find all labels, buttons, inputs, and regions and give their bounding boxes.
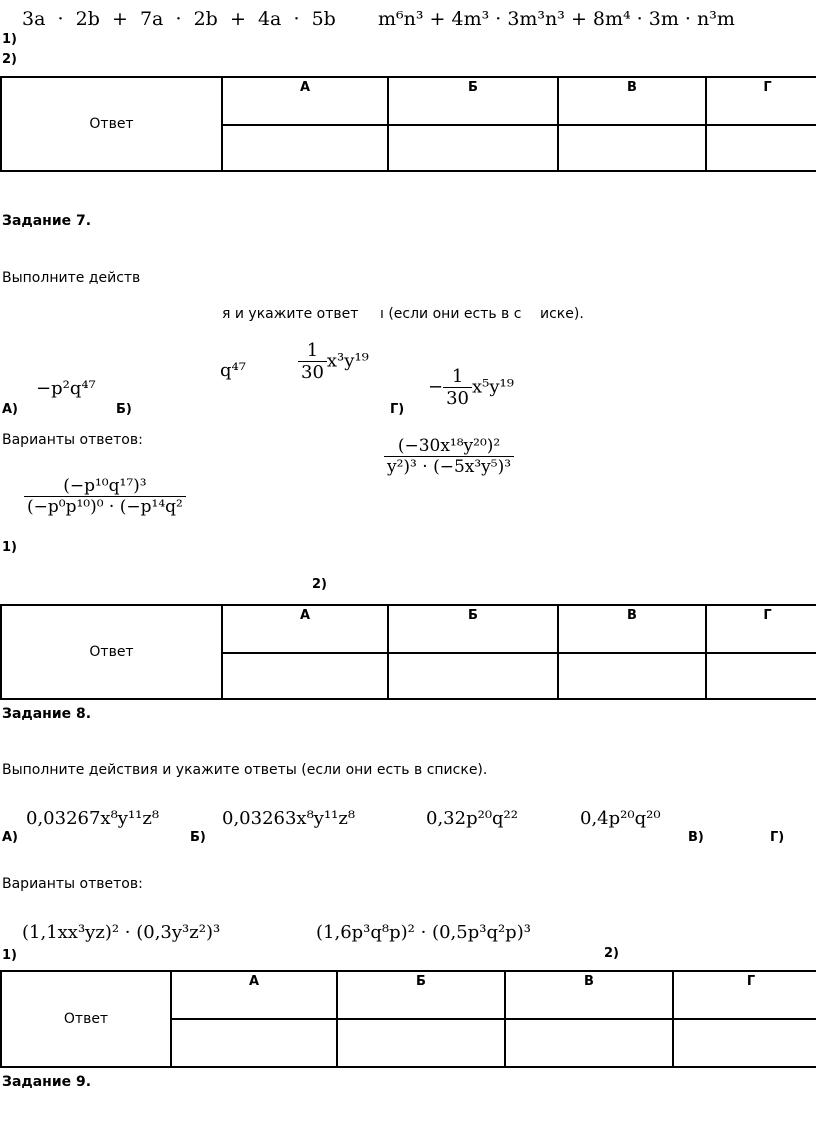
answer-label: Ответ bbox=[1, 605, 222, 699]
header-a: А bbox=[222, 605, 388, 653]
task-7-label-g: Г) bbox=[390, 402, 405, 417]
answer-cell-a[interactable] bbox=[171, 1019, 337, 1067]
task-7-option-b: q⁴⁷ bbox=[220, 360, 246, 381]
task-8-title: Задание 8. bbox=[2, 706, 92, 722]
task-8-instruction: Выполните действия и укажите ответы (если они есть в списке). bbox=[2, 762, 488, 778]
header-b: Б bbox=[388, 77, 558, 125]
answer-cell-a[interactable] bbox=[222, 653, 388, 699]
task-8-label-b: Б) bbox=[190, 830, 206, 845]
answer-cell-b[interactable] bbox=[388, 125, 558, 171]
task-7-instruction-part3: ı (если они есть в с bbox=[380, 306, 522, 322]
answer-cell-g[interactable] bbox=[706, 125, 816, 171]
header-v: В bbox=[558, 77, 706, 125]
label-2: 2) bbox=[2, 52, 17, 67]
task-8-variant-1-label: 1) bbox=[2, 948, 17, 963]
header-a: А bbox=[171, 971, 337, 1019]
task-8-label-g: Г) bbox=[770, 830, 785, 845]
task-7-variant-2: $\frac{\text{(−30x¹⁸y²⁰)²}}{\text{y²)³ · (−5x³y⁵)³}}$ bbox=[384, 436, 514, 477]
task-8-label-a: А) bbox=[2, 830, 19, 845]
answer-table-2 bbox=[0, 604, 816, 700]
header-v: В bbox=[505, 971, 673, 1019]
header-b: Б bbox=[337, 971, 505, 1019]
task-7-instruction-part2: я и укажите ответ bbox=[222, 306, 359, 322]
task-8-variant-2-label: 2) bbox=[604, 946, 619, 961]
header-g: Г bbox=[706, 605, 816, 653]
answer-cell-v[interactable] bbox=[558, 125, 706, 171]
answer-cell-a[interactable] bbox=[222, 125, 388, 171]
task-7-instruction-part4: иске). bbox=[540, 306, 584, 322]
task-7-option-v: $\frac{1}{30}$ x³y¹⁹ bbox=[298, 340, 369, 383]
label-1: 1) bbox=[2, 32, 17, 47]
task-7-variant-1-label: 1) bbox=[2, 540, 17, 555]
task-9-title: Задание 9. bbox=[2, 1074, 92, 1090]
task-7-option-a: −p²q⁴⁷ bbox=[36, 378, 96, 399]
task-8-option-a: 0,03267x⁸y¹¹z⁸ bbox=[26, 808, 160, 829]
task-7-instruction-part1: Выполните действ bbox=[2, 270, 141, 286]
answer-cell-g[interactable] bbox=[706, 653, 816, 699]
task-8-option-g: 0,4p²⁰q²⁰ bbox=[580, 808, 661, 829]
task-7-variant-1: $\frac{\text{(−p¹⁰q¹⁷)³}}{\text{(−p⁰p¹⁰)⁰ · (−p¹⁴q²}}$ bbox=[24, 476, 186, 517]
expression-2: m⁶n³ + 4m³ · 3m³n³ + 8m⁴ · 3m · n³m bbox=[378, 8, 735, 30]
task-8-variants-label: Варианты ответов: bbox=[2, 876, 143, 892]
task-7-title: Задание 7. bbox=[2, 213, 92, 229]
answer-label: Ответ bbox=[1, 971, 171, 1067]
header-a: А bbox=[222, 77, 388, 125]
answer-cell-g[interactable] bbox=[673, 1019, 816, 1067]
task-8-option-v: 0,32p²⁰q²² bbox=[426, 808, 518, 829]
header-v: В bbox=[558, 605, 706, 653]
task-8-variant-1: (1,1xx³yz)² · (0,3y³z²)³ bbox=[22, 922, 221, 943]
header-b: Б bbox=[388, 605, 558, 653]
header-g: Г bbox=[673, 971, 816, 1019]
answer-table-1 bbox=[0, 76, 816, 172]
answer-cell-b[interactable] bbox=[388, 653, 558, 699]
task-7-label-a: А) bbox=[2, 402, 19, 417]
task-7-label-b: Б) bbox=[116, 402, 132, 417]
task-8-label-v: В) bbox=[688, 830, 704, 845]
answer-cell-v[interactable] bbox=[505, 1019, 673, 1067]
task-7-variants-label: Варианты ответов: bbox=[2, 432, 143, 448]
task-8-variant-2: (1,6p³q⁸p)² · (0,5p³q²p)³ bbox=[316, 922, 531, 943]
expression-1: 3a · 2b + 7a · 2b + 4a · 5b bbox=[22, 8, 336, 30]
answer-cell-v[interactable] bbox=[558, 653, 706, 699]
task-7-variant-2-label: 2) bbox=[312, 577, 327, 592]
task-8-option-b: 0,03263x⁸y¹¹z⁸ bbox=[222, 808, 356, 829]
answer-table-3 bbox=[0, 970, 816, 1068]
answer-cell-b[interactable] bbox=[337, 1019, 505, 1067]
task-7-option-g: − $\frac{1}{30}$ x⁵y¹⁹ bbox=[428, 366, 514, 409]
header-g: Г bbox=[706, 77, 816, 125]
answer-label: Ответ bbox=[1, 77, 222, 171]
